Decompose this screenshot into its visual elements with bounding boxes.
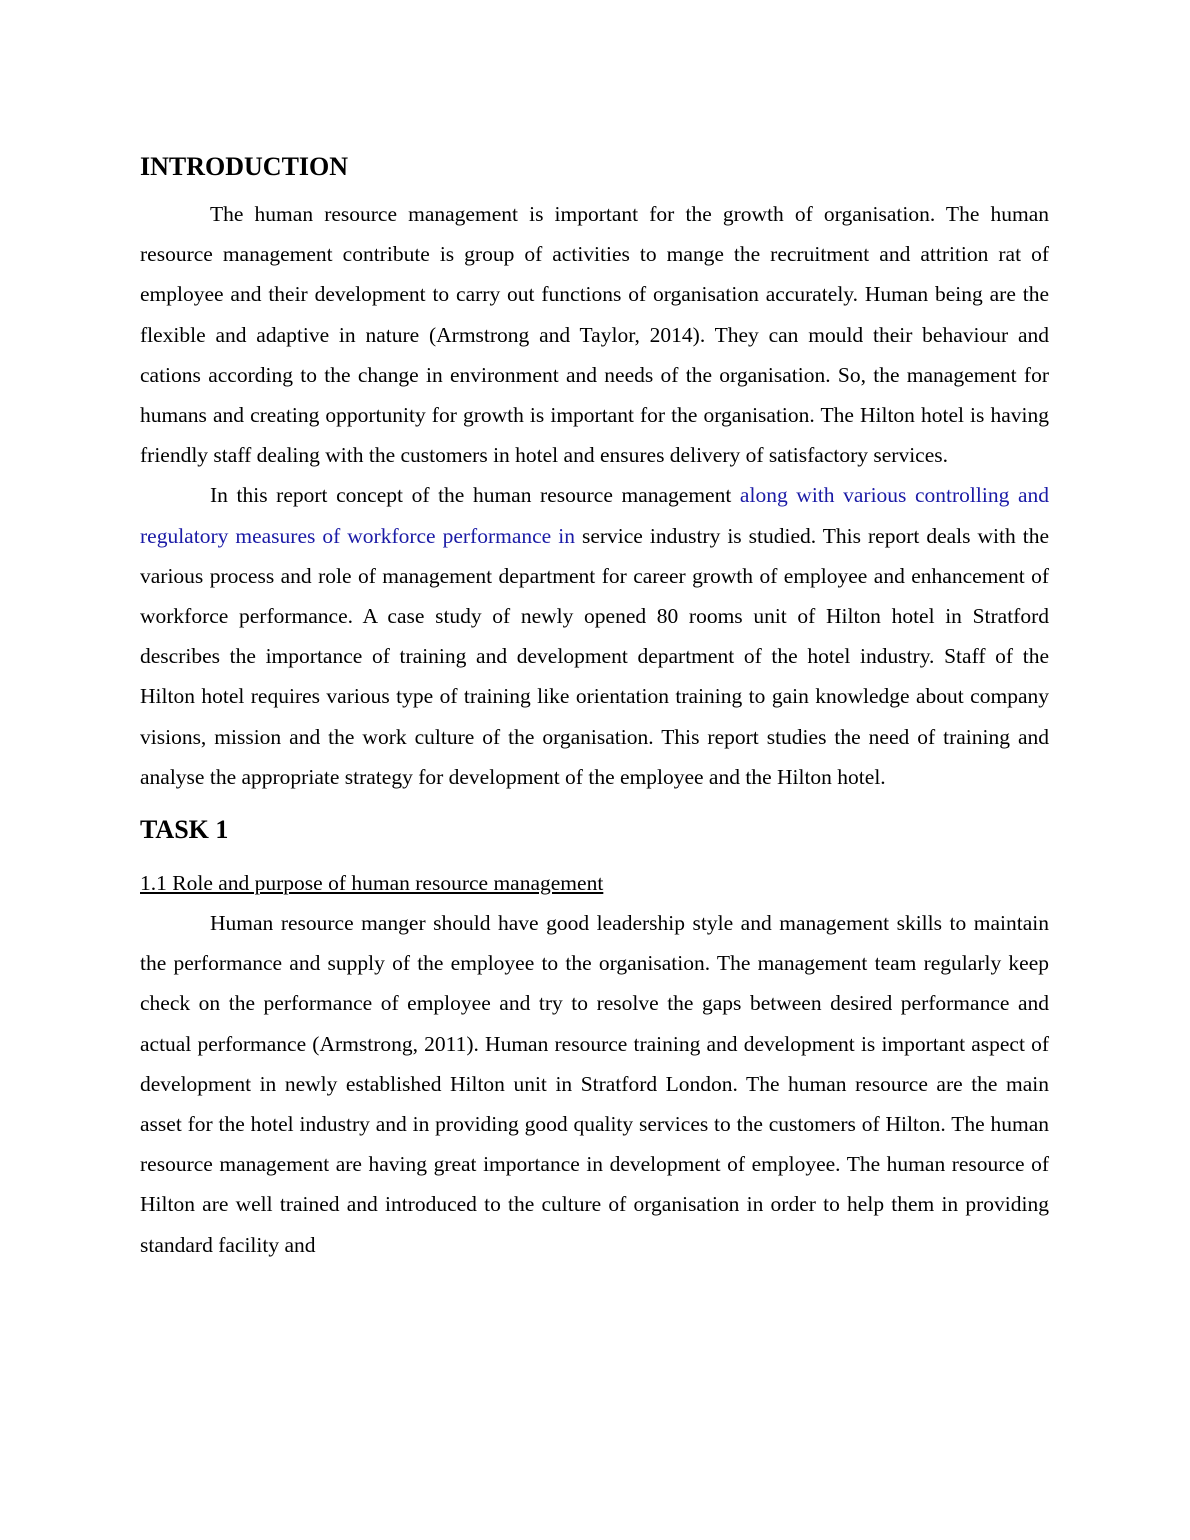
introduction-paragraph-1: The human resource management is important for the growth of organisation. The human resource management contribute is group of activities to mange the recruitment and attrition rat of employee and their development to carry out functions of organisation accurately. Human being are the flexible and adaptive in nature (Armstrong and Taylor, 2014). They can mould their behaviour and cations according to the change in environment and needs of the organisation. So, the management for humans and creating opportunity for growth is important for the organisation. The Hilton hotel is having friendly staff dealing with the customers in hotel and ensures delivery of satisfactory services. — [140, 202, 1049, 468]
task-1-heading: TASK 1 — [140, 815, 229, 845]
section-1-1-subheading: 1.1 Role and purpose of human resource management — [140, 871, 604, 896]
introduction-paragraph-2 — [140, 475, 1049, 797]
highlighted-text: along with various controlling and regulatory measures of workforce performance in — [140, 483, 1049, 548]
paragraph-2-text-start: In this report concept of the human resource management — [210, 483, 740, 508]
introduction-heading: INTRODUCTION — [140, 152, 349, 181]
document-page — [140, 150, 1049, 1265]
task-1-paragraph: Human resource manger should have good leadership style and management skills to maintain the performance and supply of the employee to the organisation. The management team regularly keep check on the performance of employee and try to resolve the gaps between desired performance and actual performance (Armstrong, 2011). Human resource training and development is important aspect of development in newly established Hilton unit in Stratford London. The human resource are the main asset for the hotel industry and in providing good quality services to the customers of Hilton. The human resource management are having great importance in development of employee. The human resource of Hilton are well trained and introduced to the culture of organisation in order to help them in providing standard facility and — [140, 911, 1049, 1257]
paragraph-2-text-end: service industry is studied. This report deals with the various process and role of management department for career growth of employee and enhancement of workforce performance. A case study of newly opened 80 rooms unit of Hilton hotel in Stratford describes the importance of training and development department of the hotel industry. Staff of the Hilton hotel requires various type of training like orientation training to gain knowledge about company visions, mission and the work culture of the organisation. This report studies the need of training and analyse the appropriate strategy for development of the employee and the Hilton hotel. — [140, 523, 1049, 789]
